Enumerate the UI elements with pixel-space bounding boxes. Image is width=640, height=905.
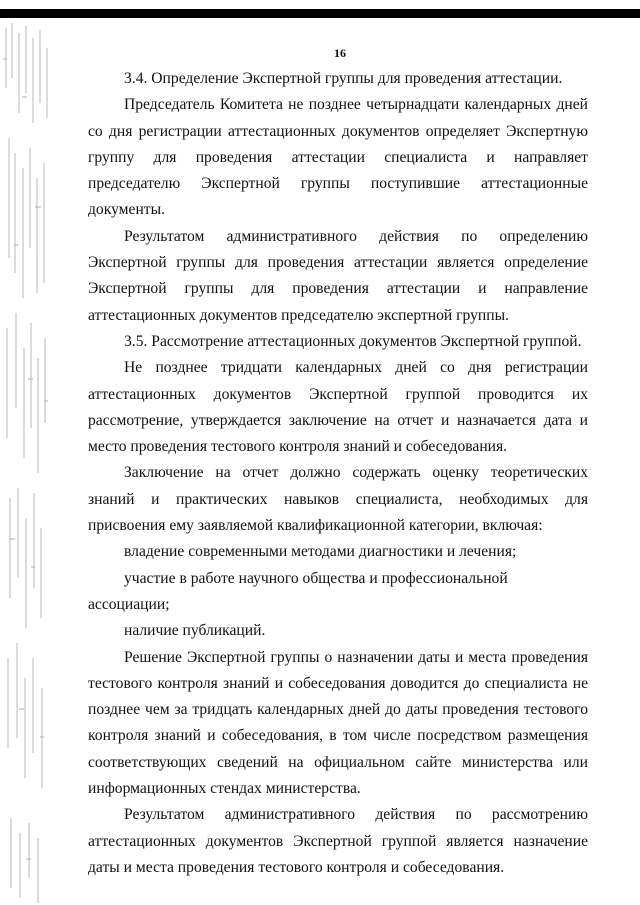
section-heading-3-5: 3.5. Рассмотрение аттестационных документов Экспертной группой.: [124, 332, 582, 350]
scan-margin-artifact: [0, 18, 58, 905]
paragraph: Результатом административного действия по определению Экспертной группы для проведения аттестации является определение Экспертной группы для проведения аттестации и направление аттестационных документов председателю экспертной группы.: [88, 227, 588, 324]
list-item: наличие публикаций.: [124, 622, 266, 640]
paragraph: Решение Экспертной группы о назначении даты и места проведения тестового контроля знаний и собеседования доводится до специалиста не позднее чем за тридцать календарных дней до даты проведения тестового контроля знаний и собеседования, в том числе посредством размещения соответствующих сведений на официальном сайте министерства или информационных стендах министерства.: [88, 648, 588, 798]
paragraph: Не позднее тридцати календарных дней со дня регистрации аттестационных документов Экспертной группой проводится их рассмотрение, утверждается заключение на отчет и назначается дата и место проведения тестового контроля знаний и собеседования.: [88, 359, 588, 456]
document-body: [88, 66, 588, 881]
section-heading-3-4: 3.4. Определение Экспертной группы для проведения аттестации.: [124, 70, 563, 87]
paragraph: Результатом административного действия по рассмотрению аттестационных документов Экспертной группой является назначение даты и места проведения тестового контроля и собеседования.: [88, 806, 588, 876]
paragraph: Председатель Комитета не позднее четырнадцати календарных дней со дня регистрации аттестационных документов определяет Экспертную группу для проведения аттестации специалиста и направляет председателю Экспертной группы поступившие аттестационные документы.: [88, 96, 588, 219]
page-number: 16: [334, 46, 346, 60]
list-item: участие в работе научного общества и профессиональной ассоциации;: [88, 569, 508, 613]
paragraph: Заключение на отчет должно содержать оценку теоретических знаний и практических навыков специалиста, необходимых для присвоения ему заявляемой квалификационной категории, включая:: [88, 464, 588, 535]
list-item: владение современными методами диагностики и лечения;: [124, 543, 517, 561]
scan-top-border: [0, 9, 640, 18]
